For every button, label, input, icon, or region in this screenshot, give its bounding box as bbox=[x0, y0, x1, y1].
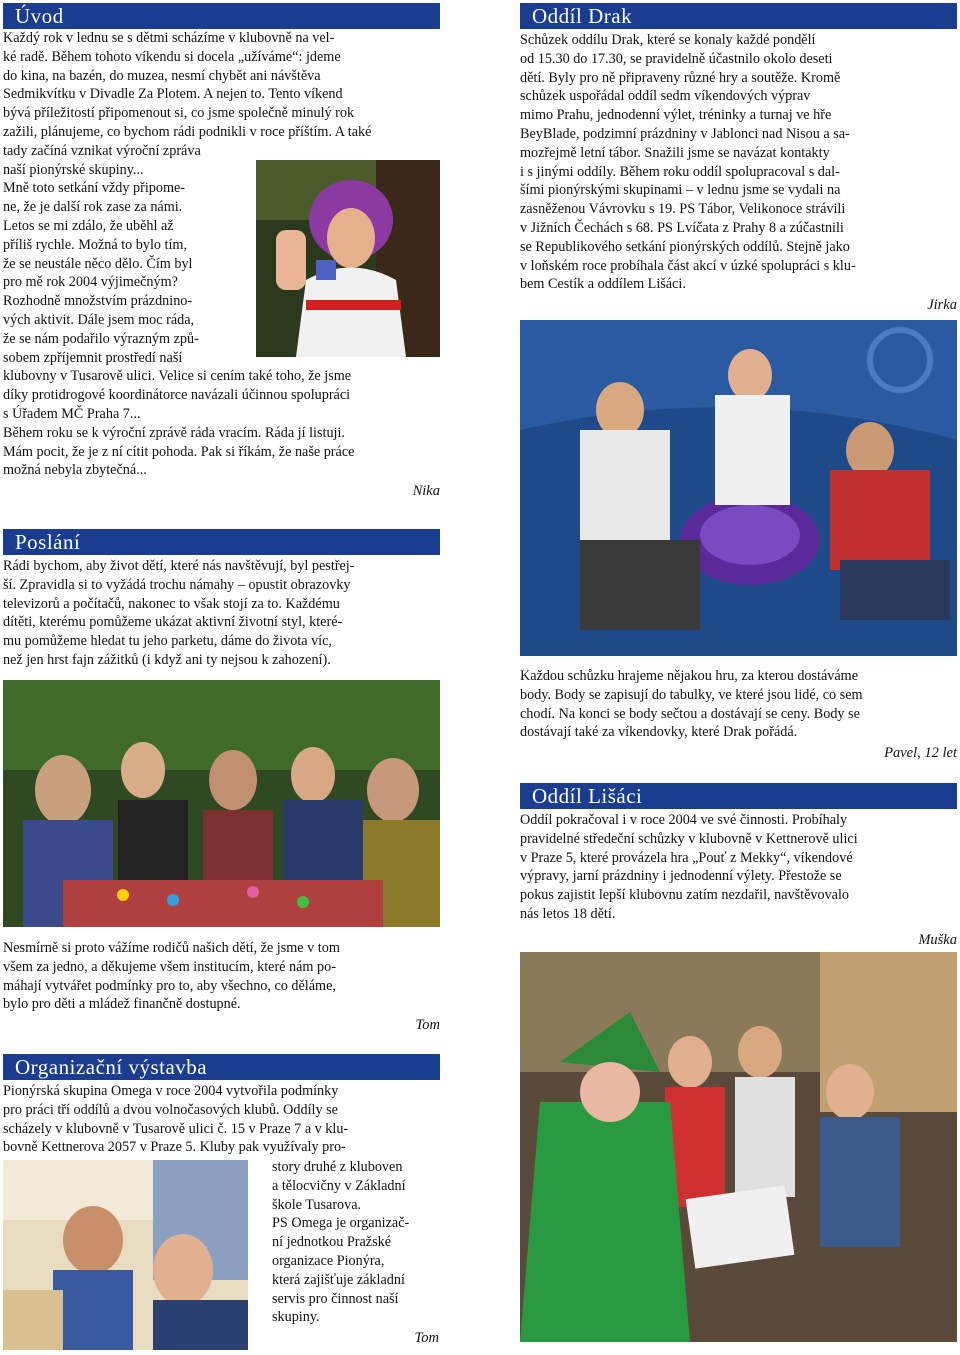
text-line: v loňském roce probíhala část akcí v úzké spolupráci s klu- bbox=[520, 257, 856, 274]
text-line: tady začíná vznikat výroční zpráva bbox=[3, 142, 201, 159]
text-line: ké radě. Během tohoto víkendu si docela „užíváme“: jdeme bbox=[3, 48, 341, 65]
text-line: zažili, plánujeme, co bychom rádi podnikli v roce příštím. A také bbox=[3, 123, 372, 140]
text-line: PS Omega je organizač- bbox=[272, 1215, 410, 1232]
text-line: Mně toto setkání vždy připome- bbox=[3, 180, 186, 197]
text-line: organizace Pionýra, bbox=[272, 1252, 385, 1269]
section-uvod bbox=[3, 3, 440, 29]
text-line: body. Body se zapisují do tabulky, ve které jsou lidé, co sem bbox=[520, 686, 863, 703]
text-line: servis pro činnost naší bbox=[272, 1290, 399, 1307]
organizacni-paragraph bbox=[3, 1082, 443, 1157]
organizacni-signature: Tom bbox=[414, 1330, 439, 1347]
text-line: skupiny. bbox=[272, 1309, 320, 1326]
text-line: Oddíl pokračoval i v roce 2004 ve své činnosti. Probíhaly bbox=[520, 812, 848, 828]
heading-organizacni: Organizační výstavba bbox=[3, 1054, 440, 1080]
section-drak bbox=[520, 3, 957, 29]
text-line: mimo Prahu, jednodenní výlet, tréninky a turnaj ve hře bbox=[520, 107, 832, 124]
text-line: v Praze 5, které provázela hra „Pouť z Mekky“, víkendové bbox=[520, 849, 853, 866]
poslani-paragraph bbox=[3, 557, 443, 670]
heading-uvod: Úvod bbox=[3, 3, 440, 29]
heading-drak: Oddíl Drak bbox=[520, 3, 957, 29]
text-line: schůzek uspořádal oddíl sedm víkendových výprav bbox=[520, 88, 811, 105]
text-line: naší pionýrské skupiny... bbox=[3, 161, 144, 178]
photo-green-costume bbox=[520, 952, 957, 1342]
poslani-text-2 bbox=[3, 939, 443, 1034]
photo-children-table bbox=[3, 1160, 248, 1350]
text-line: bovně Kettnerova 2057 v Praze 5. Kluby pak využívaly pro- bbox=[3, 1139, 346, 1156]
lisaci-signature: Muška bbox=[918, 931, 957, 948]
text-line: pro mě rok 2004 výjimečným? bbox=[3, 274, 178, 291]
text-line: Sedmikvítku v Divadle Za Plotem. A nejen to. Tento víkend bbox=[3, 86, 343, 103]
text-line: chodí. Na konci se body sečtou a dostávají se ceny. Body se bbox=[520, 705, 860, 722]
text-line: pravidelné středeční schůzky v klubovně v Kettnerově ulici bbox=[520, 830, 858, 847]
uvod-signature: Nika bbox=[412, 483, 440, 500]
text-line: dětí. Byly pro ně připraveny různé hry a soutěže. Kromě bbox=[520, 69, 841, 86]
text-line: Během roku se k výroční zprávě ráda vracím. Ráda jí listuji. bbox=[3, 424, 345, 441]
text-line: ní jednotkou Pražské bbox=[272, 1234, 391, 1251]
text-line: Letos se mi zdálo, že uběhl až bbox=[3, 217, 174, 234]
text-line: i s jinými oddíly. Během roku oddíl spolupracoval s dal- bbox=[520, 163, 840, 180]
text-line: všem za jedno, a děkujeme všem institucím, které nám po- bbox=[3, 958, 336, 975]
text-line: Schůzek oddílu Drak, které se konaly každé pondělí bbox=[520, 32, 816, 48]
text-line: televizorů a počítačů, nakonec to však stojí za to. Každému bbox=[3, 595, 340, 612]
text-line: škole Tusarova. bbox=[272, 1196, 362, 1213]
text-line: v Jižních Čechách s 68. PS Lvíčata z Prahy 8 a zúčastnili bbox=[520, 219, 844, 236]
heading-poslani: Poslání bbox=[3, 529, 440, 555]
poslani-signature: Tom bbox=[415, 1017, 440, 1034]
text-line: bývá příležitostí připomenout si, co jsme společně minulý rok bbox=[3, 105, 355, 122]
drak-text-2 bbox=[520, 667, 960, 762]
text-line: která zajišťuje základní bbox=[272, 1271, 405, 1288]
text-line: BeyBlade, podzimní prázdniny v Jablonci nad Nisou a sa- bbox=[520, 125, 850, 142]
text-line: Pionýrská skupina Omega v roce 2004 vytvořila podmínky bbox=[3, 1083, 339, 1099]
photo-costume-woman bbox=[256, 160, 440, 357]
text-line: od 15.30 do 17.30, se pravidelně účastnilo okolo deseti bbox=[520, 50, 833, 67]
text-line: scházely v klubovně v Tusarově ulici č. 15 v Praze 7 a v klu- bbox=[3, 1120, 349, 1137]
heading-lisaci: Oddíl Lišáci bbox=[520, 783, 957, 809]
organizacni-paragraph-narrow bbox=[272, 1158, 442, 1327]
lisaci-paragraph bbox=[520, 811, 960, 924]
text-line: zasněženou Vávrovku s 19. PS Tábor, Velikonoce strávili bbox=[520, 201, 846, 218]
photo-crowd-event bbox=[3, 680, 440, 927]
text-line: nás letos 18 dětí. bbox=[520, 905, 616, 922]
text-line: bylo pro děti a mládež finančně dostupné. bbox=[3, 996, 241, 1013]
lisaci-text bbox=[520, 811, 960, 949]
text-line: Mám pocit, že je z ní cítit pohoda. Pak si říkám, že naše práce bbox=[3, 443, 355, 460]
text-line: příliš rychle. Možná to bylo tím, bbox=[3, 236, 188, 253]
text-line: mu pomůžeme hledat tu jeho parketu, dáme do života víc, bbox=[3, 633, 332, 650]
text-line: že se neustále něco dělo. Čím byl bbox=[3, 255, 193, 272]
text-line: Každý rok v lednu se s dětmi scházíme v klubovně na vel- bbox=[3, 30, 335, 46]
text-line: bem Cestík a oddílem Lišáci. bbox=[520, 276, 686, 293]
text-line: že se nám podařilo výrazným způ- bbox=[3, 330, 199, 347]
text-line: vých aktivit. Dále jsem moc ráda, bbox=[3, 311, 195, 328]
text-line: výpravy, jarní prázdniny i jednodenní výlety. Přestože se bbox=[520, 868, 842, 885]
text-line: než jen hrst fajn zážitků (i když ani ty nejsou k zahození). bbox=[3, 651, 331, 668]
text-line: Rádi bychom, aby život dětí, které nás navštěvují, byl pestřej- bbox=[3, 558, 355, 574]
text-line: sobem zpříjemnit prostředí naší bbox=[3, 349, 183, 366]
text-line: ší. Zpravidla si to vyžádá trochu námahy – opustit obrazovky bbox=[3, 576, 351, 593]
text-line: Každou schůzku hrajeme nějakou hru, za kterou dostáváme bbox=[520, 668, 859, 684]
text-line: pokus zajistit lepší klubovnu zatím nezdařil, navštěvovalo bbox=[520, 887, 850, 904]
text-line: Rozhodně množstvím prázdnino- bbox=[3, 293, 193, 310]
section-lisaci bbox=[520, 783, 957, 809]
text-line: mozřejmě letní tábor. Snažili jsme se navázat kontakty bbox=[520, 144, 830, 161]
text-line: díky protidrogové koordinátorce navázali účinnou spolupráci bbox=[3, 387, 351, 404]
poslani-paragraph-2 bbox=[3, 939, 443, 1014]
text-line: story druhé z kluboven bbox=[272, 1159, 403, 1175]
text-line: dostávají také za víkendovky, které Drak pořádá. bbox=[520, 724, 798, 741]
text-line: pro práci tří oddílů a dvou volnočasových klubů. Oddíly se bbox=[3, 1101, 338, 1118]
organizacni-text-narrow bbox=[272, 1158, 442, 1347]
drak-signature-2: Pavel, 12 let bbox=[884, 745, 957, 762]
text-line: do kina, na bazén, do muzea, nesmí chybět ani návštěva bbox=[3, 67, 321, 84]
text-line: se Republikového setkání pionýrských oddílů. Stejně jako bbox=[520, 238, 850, 255]
section-organizacni bbox=[3, 1054, 440, 1080]
text-line: Nesmírně si proto vážíme rodičů našich dětí, že jsme v tom bbox=[3, 940, 340, 956]
text-line: a tělocvičny v Základní bbox=[272, 1177, 406, 1194]
drak-paragraph-2 bbox=[520, 667, 960, 742]
drak-paragraph bbox=[520, 31, 960, 294]
text-line: ne, že je další rok zase za námi. bbox=[3, 199, 183, 216]
photo-kids-beyblade bbox=[520, 320, 957, 656]
organizacni-text bbox=[3, 1082, 443, 1157]
drak-signature: Jirka bbox=[927, 297, 957, 314]
text-line: máhají vytvářet podmínky pro to, aby všechno, co děláme, bbox=[3, 977, 336, 994]
text-line: dítěti, kterému pomůžeme ukázat aktivní životní styl, které- bbox=[3, 614, 343, 631]
drak-text bbox=[520, 31, 960, 314]
text-line: klubovny v Tusarově ulici. Velice si cením také toho, že jsme bbox=[3, 368, 352, 385]
section-poslani bbox=[3, 529, 440, 555]
text-line: šími pionýrskými skupinami – v lednu jsme se vydali na bbox=[520, 182, 841, 199]
text-line: s Úřadem MČ Praha 7... bbox=[3, 405, 141, 422]
poslani-text bbox=[3, 557, 443, 670]
text-line: možná nebyla zbytečná... bbox=[3, 462, 147, 479]
